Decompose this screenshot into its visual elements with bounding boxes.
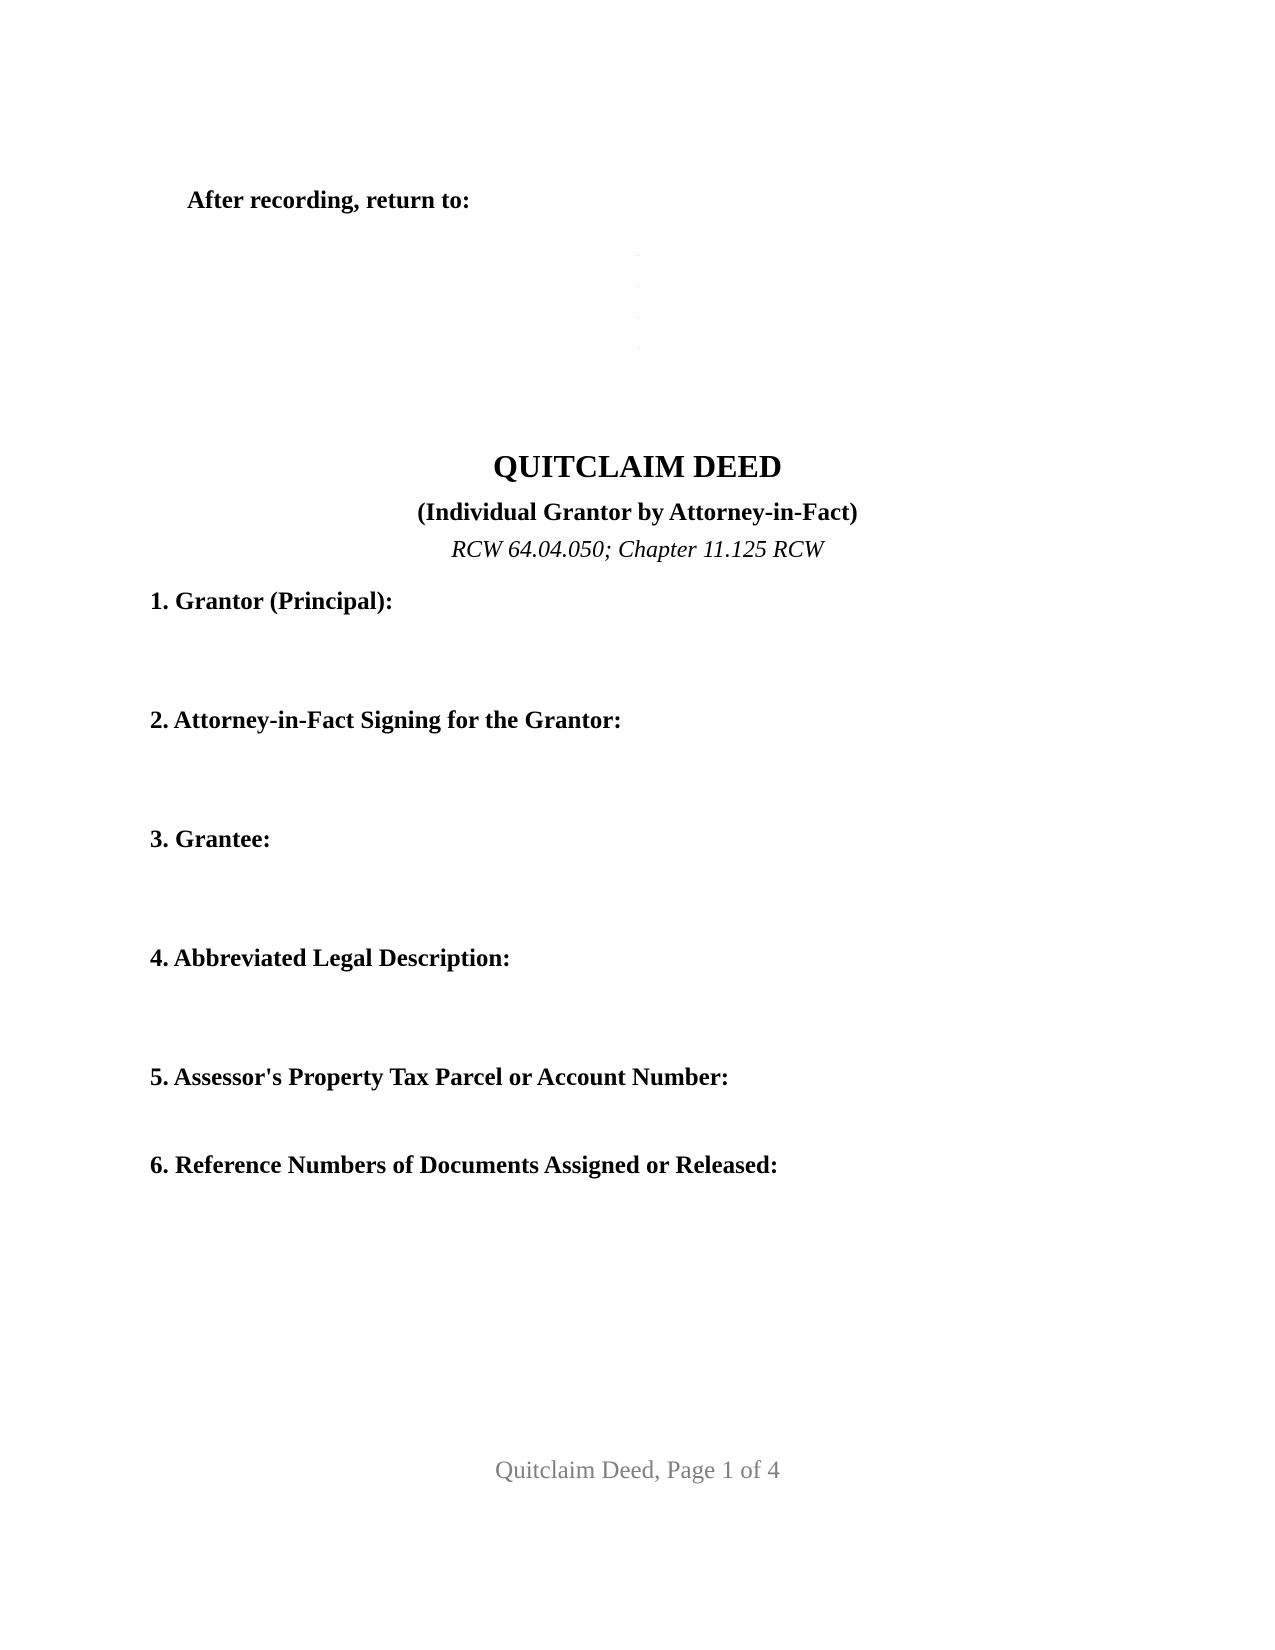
address-blank-marker xyxy=(638,286,639,287)
grantor-label: 1. Grantor (Principal): xyxy=(150,588,394,615)
legal-description-label: 4. Abbreviated Legal Description: xyxy=(150,945,511,972)
statute-citation: RCW 64.04.050; Chapter 11.125 RCW xyxy=(451,537,824,563)
address-blank-marker xyxy=(638,348,639,349)
page-footer: Quitclaim Deed, Page 1 of 4 xyxy=(495,1457,780,1484)
reference-numbers-label: 6. Reference Numbers of Documents Assigned or Released: xyxy=(150,1152,779,1179)
grantee-label: 3. Grantee: xyxy=(150,826,271,853)
return-to-label: After recording, return to: xyxy=(187,187,471,214)
address-blank-marker xyxy=(638,317,639,318)
parcel-number-label: 5. Assessor's Property Tax Parcel or Account Number: xyxy=(150,1064,730,1091)
document-title: QUITCLAIM DEED xyxy=(493,448,782,484)
address-blank-marker xyxy=(638,255,639,256)
attorney-in-fact-label: 2. Attorney-in-Fact Signing for the Grantor: xyxy=(150,707,622,734)
document-subtitle: (Individual Grantor by Attorney-in-Fact) xyxy=(417,499,858,526)
